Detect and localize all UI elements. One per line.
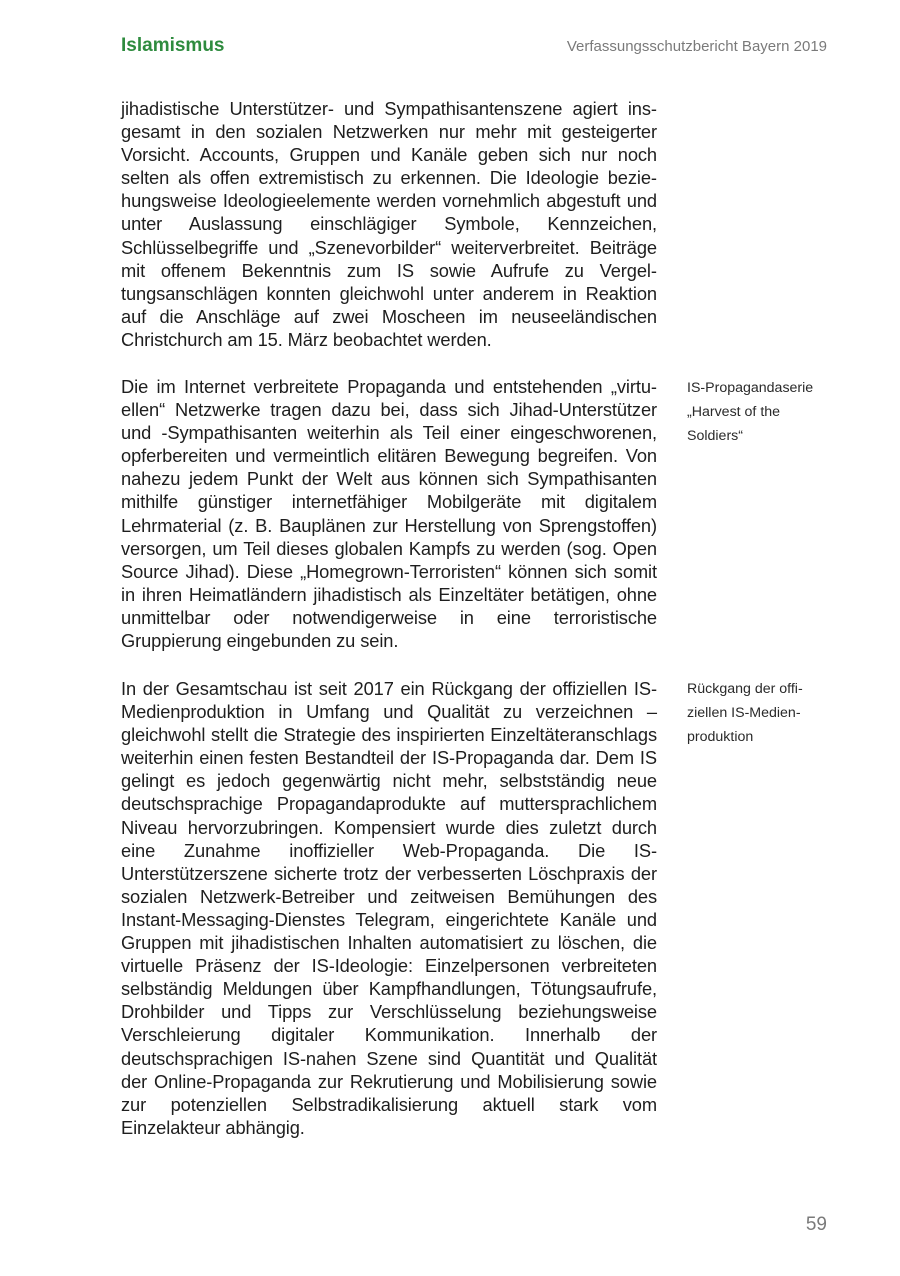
body-paragraph-3: In der Gesamtschau ist seit 2017 ein Rückgang der offiziellen IS-Medienproduktion in Umfang und Qualität zu verzeichnen – gleichwohl stellt die Strategie des inspirierten Einzeltäteranschlags weiterhin einen festen Bestandteil der IS-Propaganda dar. Dem IS gelingt es jedoch gegenwärtig nicht mehr, selbstständig neue deutschsprachige Propagandaprodukte auf muttersprachlichem Niveau hervorzubringen. Kompensiert wurde dies zuletzt durch eine Zunahme inoffizieller Web-Propaganda. Die IS-Unterstützerszene sicherte trotz der verbesserten Löschpraxis der sozialen Netzwerk-Betreiber und zeitweisen Bemühungen des Instant-Messaging-Dienstes Telegram, eingerichtete Kanäle und Gruppen mit jihadistischen Inhalten automatisiert zu löschen, die virtuelle Präsenz der IS-Ideologie: Einzelpersonen verbreiteten selbständig Meldungen über Kampfhandlungen, Tötungsaufrufe, Drohbilder und Tipps zur Verschlüsselung beziehungsweise Verschleierung digitaler Kommunikation. Innerhalb der deutschsprachigen IS-nahen Szene sind Quantität und Qualität der Online-Propaganda zur Rekrutierung und Mobilisierung sowie zur potenziellen Selbstradikalisierung aktuell stark vom Einzelakteur abhängig. (121, 678, 657, 1138)
margin-note-1: IS-Propagandaserie „Harvest of the Soldiers“ (687, 380, 814, 444)
section-title: Islamismus (121, 35, 225, 56)
report-title: Verfassungsschutzbericht Bayern 2019 (566, 38, 827, 55)
body-paragraph-1: jihadistische Unterstützer- und Sympathisantenszene agiert insgesamt in den sozialen Netzwerken nur mehr mit gesteigerter Vorsicht. Accounts, Gruppen und Kanäle geben sich nur noch selten als offen extremistisch zu erkennen. Die Ideologie beziehungsweise Ideologieelemente werden vornehmlich abgestuft und unter Auslassung einschlägiger Symbole, Kennzeichen, Schlüsselbegriffe und „Szenevorbilder“ weiterverbreitet. Beiträge mit offenem Bekenntnis zum IS sowie Aufrufe zu Vergeltungsanschlägen konnten gleichwohl unter anderem in Reaktion auf die Anschläge auf zwei Moscheen im neuseeländischen Christchurch am 15. März beobachtet werden. (121, 98, 657, 350)
body-paragraph-2: Die im Internet verbreitete Propaganda und entstehenden „virtuellen“ Netzwerke tragen dazu bei, dass sich Jihad-Unterstützer und -Sympathisanten weiterhin als Teil einer eingeschworenen, opferbereiten und vermeintlich elitären Bewegung begreifen. Von nahezu jedem Punkt der Welt aus können sich Sympathisanten mithilfe günstiger internetfähiger Mobilgeräte mit digitalem Lehrmaterial (z. B. Bauplänen zur Herstellung von Sprengstoffen) versorgen, um Teil dieses globalen Kampfs zu werden (sog. Open Source Jihad). Diese „Homegrown-Terroristen“ können sich somit in ihren Heimatländern jihadistisch als Einzeltäter betätigen, ohne unmittelbar oder notwendigerweise in eine terroristische Gruppierung eingebunden zu sein. (121, 376, 657, 652)
margin-note-2: Rückgang der offiziellen IS-Medienproduktion (687, 681, 803, 745)
page-number: 59 (805, 1214, 827, 1235)
